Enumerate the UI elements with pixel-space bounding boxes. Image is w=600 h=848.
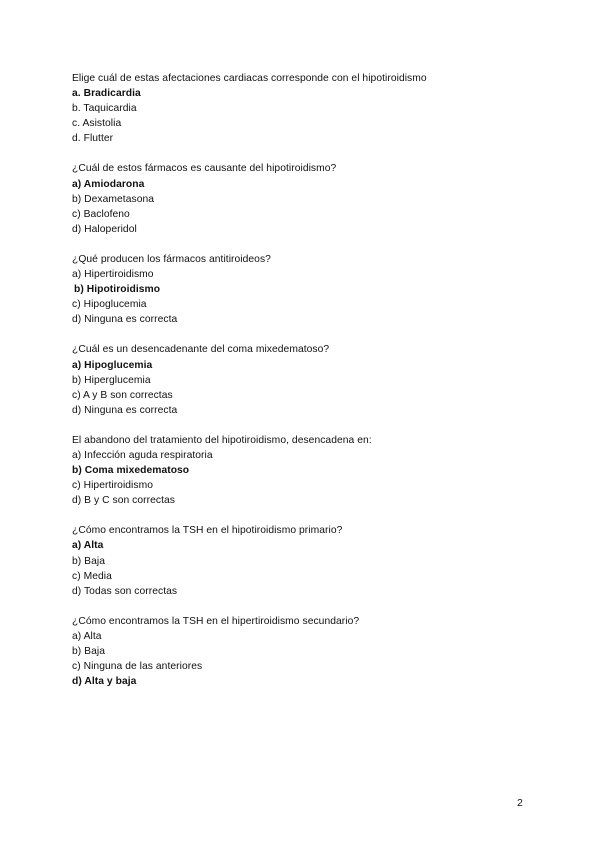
answer-option: d) Ninguna es correcta — [72, 314, 178, 326]
answer-option: c. Asistolia — [72, 118, 122, 130]
answer-option: b. Taquicardia — [72, 103, 137, 115]
answer-option: c) Baclofeno — [72, 208, 130, 220]
question-text: El abandono del tratamiento del hipotiroidismo, desencadena en: — [72, 434, 372, 446]
answer-option: c) Hipoglucemia — [72, 299, 147, 311]
answer-option: a) Alta — [72, 630, 102, 642]
question-text: ¿Cuál de estos fármacos es causante del hipotiroidismo? — [72, 163, 337, 175]
answer-option: c) Media — [72, 570, 112, 582]
question-block — [72, 342, 542, 417]
question-block — [72, 614, 542, 689]
answer-option: a) Hipertiroidismo — [72, 269, 154, 281]
answer-option-correct: a) Hipoglucemia — [72, 359, 153, 371]
answer-option: d) Haloperidol — [72, 223, 137, 235]
answer-option-correct: a. Bradicardia — [72, 88, 141, 100]
answer-option-correct: a) Alta — [72, 540, 104, 552]
page-number: 2 — [517, 797, 523, 809]
answer-option: b) Hiperglucemia — [72, 374, 151, 386]
question-text: Elige cuál de estas afectaciones cardiacas corresponde con el hipotiroidismo — [72, 73, 427, 84]
answer-option: b) Dexametasona — [72, 193, 155, 205]
answer-option: d) B y C son correctas — [72, 495, 175, 507]
question-block — [72, 71, 542, 146]
answer-option: c) Ninguna de las anteriores — [72, 661, 203, 673]
answer-option-correct: b) Hipotiroidismo — [74, 284, 161, 296]
answer-option: b) Baja — [72, 555, 105, 567]
question-text: ¿Cómo encontramos la TSH en el hipertiroidismo secundario? — [72, 615, 360, 627]
answer-option-correct: b) Coma mixedematoso — [72, 465, 190, 477]
question-text: ¿Qué producen los fármacos antitiroideos? — [72, 253, 271, 265]
question-block — [72, 433, 542, 508]
answer-option: b) Baja — [72, 646, 105, 657]
question-block — [72, 252, 542, 327]
answer-option-correct: a) Amiodarona — [72, 178, 145, 190]
answer-option: d. Flutter — [72, 133, 114, 145]
question-block — [72, 161, 542, 236]
answer-option: a) Infección aguda respiratoria — [72, 449, 213, 461]
answer-option: d) Ninguna es correcta — [72, 404, 178, 416]
answer-option-correct: d) Alta y baja — [72, 676, 137, 688]
answer-option: c) Hipertiroidismo — [72, 480, 154, 492]
quiz-content — [72, 71, 542, 704]
question-text: ¿Cómo encontramos la TSH en el hipotiroidismo primario? — [72, 525, 343, 537]
answer-option: c) A y B son correctas — [72, 389, 173, 401]
answer-option: d) Todas son correctas — [72, 585, 178, 597]
question-block — [72, 523, 542, 598]
question-text: ¿Cuál es un desencadenante del coma mixedematoso? — [72, 344, 330, 356]
